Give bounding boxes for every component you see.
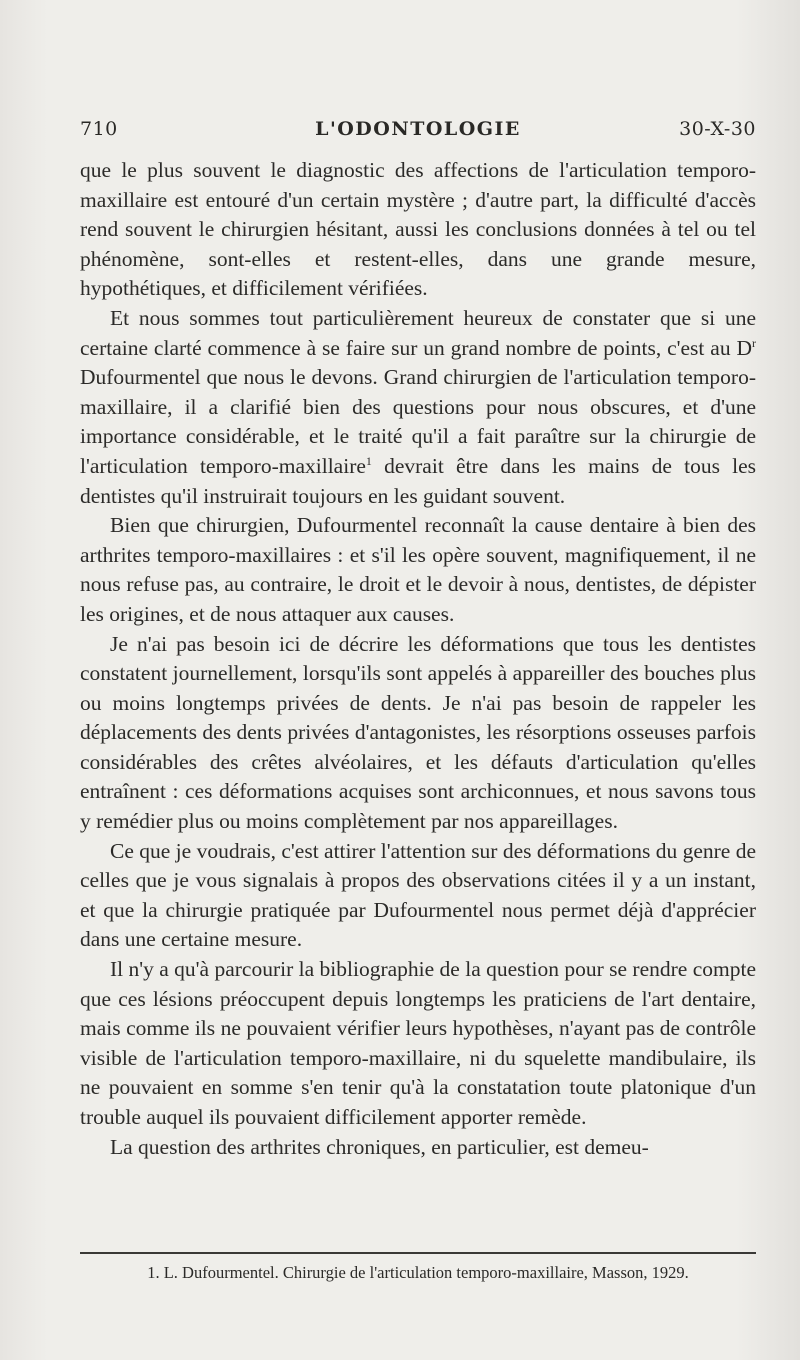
paragraph-deformations: Je n'ai pas besoin ici de décrire les déformations que tous les dentistes constatent journellement, lorsqu'ils sont appelés à appareiller des bouches plus ou moins longtemps privées de dents. Je n'ai pas besoin de rappeler les déplacements des dents privées d'antagonistes, les résorptions osseuses parfois considérables des crêtes alvéolaires, et les défauts d'articulation qu'elles entraînent : ces déformations acquises sont archiconnues, et nous savons tous y remédier plus ou moins complètement par nos appareillages. (80, 631, 756, 834)
paragraph-attention: Ce que je voudrais, c'est attirer l'attention sur des déformations du genre de celles que je vous signalais à propos des observations citées il y a un instant, et que la chirurgie pratiquée par Dufourmentel nous permet déjà d'apprécier dans une certaine mesure. (80, 838, 756, 952)
paragraph-cause-dentaire: Bien que chirurgien, Dufourmentel reconnaît la cause dentaire à bien des arthrites temporo-maxillaires : et s'il les opère souvent, magnifiquement, il ne nous refuse pas, au contraire, le droit et le devoir à nous, dentistes, de dépister les origines, et de nous attaquer aux causes. (80, 513, 756, 626)
article-body (80, 156, 756, 1162)
paragraph-bibliographie: Il n'y a qu'à parcourir la bibliographie de la question pour se rendre compte que ces lésions préoccupent depuis longtemps les praticiens de l'art dentaire, mais comme ils ne pouvaient vérifier leurs hypothèses, n'ayant pas de contrôle visible de l'articulation temporo-maxillaire, ni du squelette mandibulaire, ils ne pouvaient en somme s'en tenir qu'à la constatation toute platonique d'un trouble auquel ils pouvaient difficilement apporter remède. (80, 957, 756, 1129)
paragraph-dufourmentel: Et nous sommes tout particulièrement heureux de constater que si une certaine clarté commence à se faire sur un grand nombre de points, c'est au $D^r$ Dufourmentel que nous le devons. Grand chirurgien de l'articulation temporo-maxillaire, il a clarifié bien des questions pour nous obscures, et d'une importance considérable, et le traité qu'il a fait paraître sur la chirurgie de l'articulation temporo-maxillaire$^1$ devrait être dans les mains de tous les dentistes qu'il instruirait toujours en les guidant souvent. (80, 305, 757, 508)
paragraph-continuation: que le plus souvent le diagnostic des affections de l'articulation temporo-maxillaire est entouré d'un certain mystère ; d'autre part, la difficulté d'accès rend souvent le chirurgien hésitant, aussi les conclusions données à tel ou tel phénomène, sont-elles et restent-elles, dans une grande mesure, hypothétiques, et difficilement vérifiées. (80, 158, 756, 301)
doctor-superscript: r (752, 335, 756, 350)
footnote: 1. L. Dufourmentel. Chirurgie de l'articulation temporo-maxillaire, Masson, 1929. (147, 1263, 689, 1282)
paragraph-arthrites: La question des arthrites chroniques, en particulier, est demeu- (110, 1134, 649, 1159)
footnote-rule (80, 1252, 756, 1254)
journal-title: L'ODONTOLOGIE (315, 118, 521, 140)
page-number: 710 (80, 118, 118, 140)
footnote-reference: 1 (365, 453, 372, 468)
issue-date: 30-X-30 (679, 118, 756, 140)
